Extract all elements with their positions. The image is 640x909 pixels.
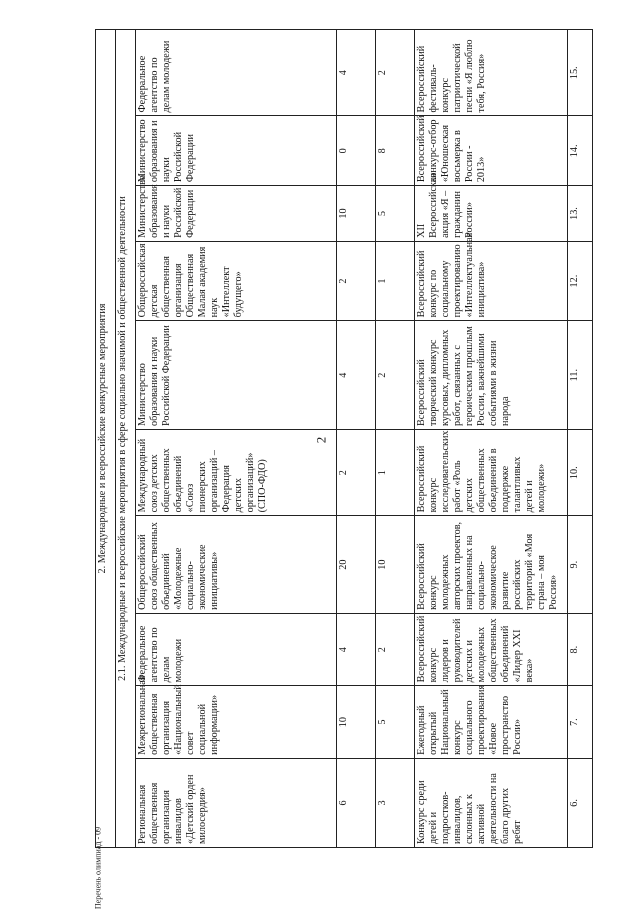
winners-count: 4 bbox=[337, 321, 376, 430]
participants-count: 5 bbox=[376, 686, 415, 758]
organizer: Министерство образования и науки Российской Федерации bbox=[136, 116, 337, 186]
row-number: 8. bbox=[568, 613, 593, 685]
winners-count: 4 bbox=[337, 613, 376, 685]
rotated-table-container bbox=[95, 30, 580, 848]
row-number: 15. bbox=[568, 30, 593, 116]
field-row-event-name bbox=[415, 30, 568, 848]
event-name: Всероссийский творческий конкурс курсовых, дипломных работ, связанных с героическим прошлым России, важнейшими событиями в жизни народа bbox=[415, 321, 568, 430]
winners-count: 2 bbox=[337, 430, 376, 516]
organizer: Министерство образования и науки Российской Федерации bbox=[136, 186, 337, 242]
participants-count: 5 bbox=[376, 186, 415, 242]
winners-count: 6 bbox=[337, 758, 376, 847]
section-title: 2. Международные и всероссийские конкурсные мероприятия bbox=[96, 30, 116, 848]
winners-count: 20 bbox=[337, 516, 376, 614]
participants-count: 1 bbox=[376, 430, 415, 516]
event-name: Всероссийский конкурс-отбор «Юношеская восьмерка в России - 2013» bbox=[415, 116, 568, 186]
row-number: 6. bbox=[568, 758, 593, 847]
organizer: Федеральное агентство по делам молодежи bbox=[136, 613, 337, 685]
participants-count: 3 bbox=[376, 758, 415, 847]
winners-count: 10 bbox=[337, 186, 376, 242]
event-name: XII Всероссийская акция «Я – гражданин России» bbox=[415, 186, 568, 242]
row-number: 13. bbox=[568, 186, 593, 242]
row-number: 14. bbox=[568, 116, 593, 186]
row-number: 7. bbox=[568, 686, 593, 758]
row-number: 9. bbox=[568, 516, 593, 614]
organizer: Общероссийский союз общественных объединений «Молодежные социально-экономические инициативы» bbox=[136, 516, 337, 614]
row-number: 11. bbox=[568, 321, 593, 430]
field-row-participants-count bbox=[376, 30, 415, 848]
events-table bbox=[95, 29, 593, 848]
event-name: Всероссийский конкурс лидеров и руководителей детских и молодежных общественных объединений «Лидер XXI века» bbox=[415, 613, 568, 685]
organizer: Международный союз детских общественных объединений «Союз пионерских организаций – Федерация детских организаций» (СПО-ФДО) bbox=[136, 430, 337, 516]
row-number: 12. bbox=[568, 241, 593, 320]
event-name: Ежегодный открытый Национальный конкурс социального проектирования «Новое пространство России» bbox=[415, 686, 568, 758]
winners-count: 10 bbox=[337, 686, 376, 758]
page-number: 2 bbox=[313, 436, 329, 444]
winners-count: 0 bbox=[337, 116, 376, 186]
participants-count: 2 bbox=[376, 613, 415, 685]
event-name: Всероссийский конкурс исследовательских работ «Роль детских общественных объединений в поддержке талантливых детей и молодежи» bbox=[415, 430, 568, 516]
participants-count: 10 bbox=[376, 516, 415, 614]
winners-count: 4 bbox=[337, 30, 376, 116]
subsection-title: 2.1. Международные и всероссийские мероприятия в сфере социально значимой и общественной деятельности bbox=[116, 30, 136, 848]
winners-count: 2 bbox=[337, 241, 376, 320]
organizer: Общероссийская детская общественная организация Общественная Малая академия наук «Интеллект будущего» bbox=[136, 241, 337, 320]
participants-count: 2 bbox=[376, 321, 415, 430]
event-name: Всероссийский конкурс по социальному проектированию «Интеллектуальная инициатива» bbox=[415, 241, 568, 320]
organizer: Федеральное агентство по делам молодежи bbox=[136, 30, 337, 116]
organizer: Межрегиональная общественная организация «Национальный совет социальной информации» bbox=[136, 686, 337, 758]
event-name: Всероссийский фестиваль-конкурс патриотической песни «Я люблю тебя, Россия» bbox=[415, 30, 568, 116]
row-number: 10. bbox=[568, 430, 593, 516]
participants-count: 8 bbox=[376, 116, 415, 186]
event-name: Конкурс среди детей и подростков-инвалидов, склонных к активной деятельности на благо других ребят bbox=[415, 758, 568, 847]
organizer: Региональная общественная организация инвалидов «Детский орден милосердия» bbox=[136, 758, 337, 847]
event-name: Всероссийский конкурс молодежных авторских проектов, направленных на социально-экономическое развитие российских территорий «Моя страна – моя Россия» bbox=[415, 516, 568, 614]
footer-note: Перечень олимпиад - 09 bbox=[93, 826, 103, 909]
participants-count: 2 bbox=[376, 30, 415, 116]
participants-count: 1 bbox=[376, 241, 415, 320]
field-row-organizer bbox=[136, 30, 337, 848]
field-row-row-number bbox=[568, 30, 593, 848]
field-row-winners-count bbox=[337, 30, 376, 848]
organizer: Министерство образования и науки Российской Федерации bbox=[136, 321, 337, 430]
